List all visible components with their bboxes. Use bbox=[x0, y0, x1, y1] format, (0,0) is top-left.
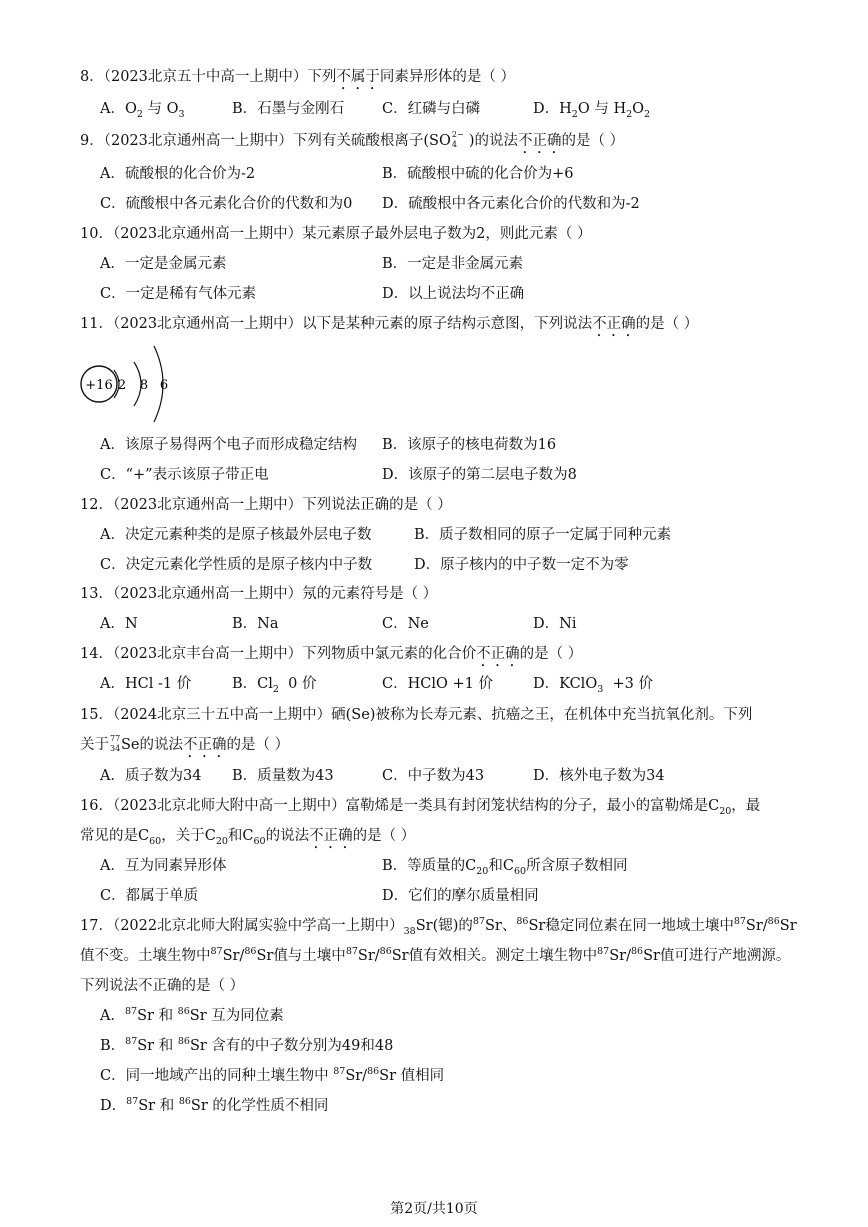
question-14-option-b: B．$Cl_2$ 0 价 bbox=[232, 676, 317, 695]
question-15-stem-line1: 15．（2024北京三十五中高一上期中）硒(Se)被称为长寿元素、抗癌之王，在机体中充当抗氧化剂。下列 bbox=[80, 707, 753, 723]
question-10-option-a: A．一定是金属元素 bbox=[100, 256, 227, 272]
question-16-stem-line2: 常见的是$C_{60}$，关于$C_{20}$和$C_{60}$的说法不正确的是（ ） bbox=[80, 828, 416, 847]
question-11-option-b: B．该原子的核电荷数为16 bbox=[382, 437, 557, 453]
shell-1-electrons: 2 bbox=[117, 378, 127, 393]
question-15-option-b: B．质量数为43 bbox=[232, 768, 334, 784]
question-13-option-d: D．Ni bbox=[533, 616, 577, 632]
question-13-option-c: C．Ne bbox=[382, 616, 429, 632]
question-8-stem: 8．（2023北京五十中高一上期中）下列不属于同素异形体的是（ ） bbox=[80, 69, 515, 85]
question-9-option-c: C．硫酸根中各元素化合价的代数和为0 bbox=[100, 196, 353, 212]
question-9-option-b: B．硫酸根中硫的化合价为+6 bbox=[382, 166, 574, 182]
question-16-stem-line1: 16．（2023北京北师大附中高一上期中）富勒烯是一类具有封闭笼状结构的分子，最小的富勒烯是$C_{20}$，最 bbox=[80, 798, 761, 817]
question-13-stem: 13．（2023北京通州高一上期中）氖的元素符号是（ ） bbox=[80, 586, 438, 602]
question-15-option-d: D．核外电子数为34 bbox=[533, 768, 665, 784]
question-11-option-c: C．“+”表示该原子带正电 bbox=[100, 467, 269, 483]
question-15-stem-line2: 关于 77 34 Se的说法不正确的是（ ） bbox=[80, 734, 290, 753]
question-10-option-d: D．以上说法均不正确 bbox=[382, 286, 525, 302]
question-15-option-c: C．中子数为43 bbox=[382, 768, 485, 784]
question-17-stem-line1: 17．（2022北京北师大附属实验中学高一上期中）$_{38}Sr$(锶)的$^{87}$Sr、$^{86}$Sr稳定同位素在同一地域土壤中$^{87}$Sr/$^{86}$Sr bbox=[80, 916, 797, 937]
question-12-option-c: C．决定元素化学性质的是原子核内中子数 bbox=[100, 557, 373, 573]
question-16-option-d: D．它们的摩尔质量相同 bbox=[382, 888, 539, 904]
question-17-stem-line2: 值不变。土壤生物中$^{87}$Sr/$^{86}$Sr值与土壤中$^{87}$Sr/$^{86}$Sr值有效相关。测定土壤生物中$^{87}$Sr/$^{86}$Sr值可进行产地溯源。 bbox=[80, 946, 791, 964]
question-11-option-d: D．该原子的第二层电子数为8 bbox=[382, 467, 577, 483]
question-14-option-d: D．KClO$_3$ +3 价 bbox=[533, 676, 653, 695]
nucleus-label: +16 bbox=[85, 378, 113, 393]
shell-2-electrons: 8 bbox=[139, 378, 149, 393]
question-17-option-b: B．$^{87}$Sr 和 $^{86}$Sr 含有的中子数分别为49和48 bbox=[100, 1036, 394, 1054]
question-11-option-a: A．该原子易得两个电子而形成稳定结构 bbox=[100, 437, 357, 453]
question-9-stem: 9．（2023北京通州高一上期中）下列有关硫酸根离子(SO 2− 4 )的说法不正确的是（ ） bbox=[80, 130, 625, 149]
question-15-option-a: A．质子数为34 bbox=[100, 768, 202, 784]
atom-structure-diagram bbox=[78, 340, 198, 430]
question-17-option-a: A．$^{87}$Sr 和 $^{86}$Sr 互为同位素 bbox=[100, 1006, 284, 1024]
question-17-option-d: D．$^{87}$Sr 和 $^{86}$Sr 的化学性质不相同 bbox=[100, 1096, 329, 1114]
question-9-option-a: A．硫酸根的化合价为-2 bbox=[100, 166, 256, 182]
question-8-option-d: D．$H_2O$ 与 $H_2O_2$ bbox=[533, 101, 651, 120]
question-9-option-d: D．硫酸根中各元素化合价的代数和为-2 bbox=[382, 196, 640, 212]
question-14-option-a: A．HCl -1 价 bbox=[100, 676, 192, 692]
question-16-option-c: C．都属于单质 bbox=[100, 888, 199, 904]
question-8-option-a: A．$O_2$ 与 $O_3$ bbox=[100, 101, 185, 120]
question-10-option-b: B．一定是非金属元素 bbox=[382, 256, 524, 272]
question-12-stem: 12．（2023北京通州高一上期中）下列说法正确的是（ ） bbox=[80, 497, 452, 513]
question-17-option-c: C．同一地域产出的同种土壤生物中 $^{87}$Sr/$^{86}$Sr 值相同 bbox=[100, 1066, 445, 1084]
question-13-option-b: B．Na bbox=[232, 616, 279, 632]
question-14-option-c: C．HClO +1 价 bbox=[382, 676, 493, 692]
page-footer: 第2页/共10页 bbox=[390, 1201, 478, 1217]
question-16-option-b: B．等质量的$C_{20}$和$C_{60}$所含原子数相同 bbox=[382, 858, 628, 877]
question-17-stem-line3: 下列说法不正确的是（ ） bbox=[80, 978, 245, 994]
question-12-option-d: D．原子核内的中子数一定不为零 bbox=[414, 557, 629, 573]
question-12-option-a: A．决定元素种类的是原子核最外层电子数 bbox=[100, 527, 372, 543]
question-8-option-c: C．红磷与白磷 bbox=[382, 101, 481, 117]
question-14-stem: 14．（2023北京丰台高一上期中）下列物质中氯元素的化合价不正确的是（ ） bbox=[80, 646, 583, 662]
question-10-option-c: C．一定是稀有气体元素 bbox=[100, 286, 257, 302]
question-11-stem: 11．（2023北京通州高一上期中）以下是某种元素的原子结构示意图，下列说法不正确的是（ ） bbox=[80, 316, 699, 332]
question-13-option-a: A．N bbox=[100, 616, 138, 632]
question-16-option-a: A．互为同素异形体 bbox=[100, 858, 227, 874]
question-12-option-b: B．质子数相同的原子一定属于同种元素 bbox=[414, 527, 672, 543]
shell-3-electrons: 6 bbox=[159, 378, 169, 393]
question-10-stem: 10．（2023北京通州高一上期中）某元素原子最外层电子数为2，则此元素（ ） bbox=[80, 226, 592, 242]
question-8-option-b: B．石墨与金刚石 bbox=[232, 101, 345, 117]
